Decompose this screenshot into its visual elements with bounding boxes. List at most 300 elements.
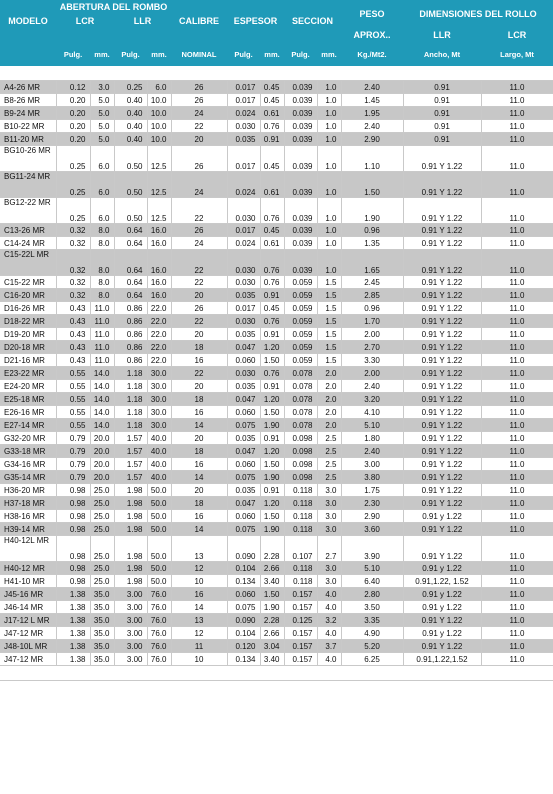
ancho-cell: 0.91 Y 1.22 (403, 484, 481, 497)
llr-pulg-cell: 0.86 (114, 328, 147, 341)
lcr-pulg-cell: 0.25 (56, 198, 90, 224)
llr-pulg-cell: 1.98 (114, 575, 147, 588)
lcr-pulg-cell: 0.43 (56, 328, 90, 341)
calibre-cell: 22 (171, 276, 227, 289)
espesor-mm-cell: 0.91 (260, 432, 284, 445)
peso-cell: 4.10 (341, 406, 403, 419)
ancho-cell: 0.91 (403, 107, 481, 120)
seccion-pulg-cell: 0.078 (284, 380, 317, 393)
peso-cell: 6.40 (341, 575, 403, 588)
seccion-pulg-cell: 0.039 (284, 198, 317, 224)
header-calibre: CALIBRE (171, 14, 227, 28)
espesor-pulg-cell: 0.035 (227, 133, 260, 146)
espesor-mm-cell: 0.76 (260, 120, 284, 133)
lcr-pulg-cell: 0.20 (56, 133, 90, 146)
calibre-cell: 26 (171, 224, 227, 237)
espesor-pulg-cell: 0.134 (227, 653, 260, 666)
llr-mm-cell: 22.0 (147, 328, 171, 341)
seccion-mm-cell: 2.5 (317, 432, 341, 445)
espesor-mm-cell: 0.61 (260, 107, 284, 120)
seccion-mm-cell: 1.5 (317, 341, 341, 354)
peso-cell: 3.60 (341, 523, 403, 536)
header-dim-lcr: LCR (481, 28, 553, 42)
table-row (0, 484, 553, 497)
peso-cell: 2.00 (341, 328, 403, 341)
calibre-cell: 22 (171, 120, 227, 133)
seccion-mm-cell: 1.0 (317, 237, 341, 250)
seccion-mm-cell: 2.0 (317, 406, 341, 419)
lcr-mm-cell: 14.0 (90, 367, 114, 380)
largo-cell: 11.0 (481, 614, 553, 627)
seccion-pulg-cell: 0.078 (284, 419, 317, 432)
calibre-cell: 18 (171, 393, 227, 406)
lcr-pulg-cell: 0.32 (56, 289, 90, 302)
peso-cell: 6.25 (341, 653, 403, 666)
header-espesor: ESPESOR (227, 14, 284, 28)
seccion-pulg-cell: 0.039 (284, 94, 317, 107)
table-row (0, 81, 553, 94)
lcr-mm-cell: 8.0 (90, 224, 114, 237)
espesor-mm-cell: 3.04 (260, 640, 284, 653)
llr-mm-cell: 6.0 (147, 81, 171, 94)
table-row (0, 224, 553, 237)
model-cell: J45-16 MR (0, 588, 56, 601)
model-cell: H41-10 MR (0, 575, 56, 588)
largo-cell: 11.0 (481, 237, 553, 250)
ancho-cell: 0.91 Y 1.22 (403, 640, 481, 653)
lcr-mm-cell: 5.0 (90, 120, 114, 133)
llr-pulg-cell: 0.50 (114, 172, 147, 198)
model-cell: D18-22 MR (0, 315, 56, 328)
espesor-mm-cell: 1.20 (260, 445, 284, 458)
table-row (0, 562, 553, 575)
seccion-pulg-cell: 0.098 (284, 445, 317, 458)
espesor-pulg-cell: 0.024 (227, 107, 260, 120)
peso-cell: 1.70 (341, 315, 403, 328)
model-cell: G33-18 MR (0, 445, 56, 458)
seccion-pulg-cell: 0.059 (284, 289, 317, 302)
calibre-cell: 16 (171, 406, 227, 419)
calibre-cell: 20 (171, 380, 227, 393)
calibre-cell: 10 (171, 653, 227, 666)
lcr-mm-cell: 25.0 (90, 484, 114, 497)
llr-mm-cell: 76.0 (147, 640, 171, 653)
largo-cell: 11.0 (481, 406, 553, 419)
lcr-pulg-cell: 0.32 (56, 250, 90, 276)
lcr-mm-cell: 8.0 (90, 276, 114, 289)
ancho-cell: 0.91 y 1.22 (403, 601, 481, 614)
espesor-mm-cell: 0.76 (260, 315, 284, 328)
llr-pulg-cell: 3.00 (114, 601, 147, 614)
lcr-mm-cell: 8.0 (90, 237, 114, 250)
llr-pulg-cell: 0.40 (114, 120, 147, 133)
lcr-mm-cell: 14.0 (90, 393, 114, 406)
peso-cell: 2.80 (341, 588, 403, 601)
espesor-mm-cell: 1.50 (260, 406, 284, 419)
header-mm: mm. (317, 42, 341, 66)
llr-mm-cell: 30.0 (147, 393, 171, 406)
calibre-cell: 26 (171, 81, 227, 94)
calibre-cell: 16 (171, 588, 227, 601)
seccion-mm-cell: 1.5 (317, 302, 341, 315)
llr-mm-cell: 76.0 (147, 614, 171, 627)
espesor-pulg-cell: 0.134 (227, 575, 260, 588)
llr-mm-cell: 50.0 (147, 510, 171, 523)
header-ancho: Ancho, Mt (403, 42, 481, 66)
seccion-mm-cell: 1.0 (317, 94, 341, 107)
peso-cell: 2.90 (341, 133, 403, 146)
seccion-mm-cell: 2.0 (317, 393, 341, 406)
model-cell: J17-12 L MR (0, 614, 56, 627)
ancho-cell: 0.91 Y 1.22 (403, 250, 481, 276)
seccion-pulg-cell: 0.078 (284, 393, 317, 406)
llr-mm-cell: 22.0 (147, 302, 171, 315)
seccion-pulg-cell: 0.157 (284, 640, 317, 653)
model-cell: G35-14 MR (0, 471, 56, 484)
seccion-mm-cell: 1.0 (317, 250, 341, 276)
seccion-mm-cell: 2.0 (317, 367, 341, 380)
espesor-pulg-cell: 0.030 (227, 276, 260, 289)
llr-pulg-cell: 0.86 (114, 341, 147, 354)
seccion-mm-cell: 2.7 (317, 536, 341, 562)
lcr-pulg-cell: 0.25 (56, 172, 90, 198)
lcr-mm-cell: 25.0 (90, 523, 114, 536)
peso-cell: 2.85 (341, 289, 403, 302)
llr-mm-cell: 30.0 (147, 406, 171, 419)
llr-mm-cell: 22.0 (147, 315, 171, 328)
llr-pulg-cell: 1.98 (114, 484, 147, 497)
llr-pulg-cell: 0.86 (114, 302, 147, 315)
lcr-pulg-cell: 0.55 (56, 367, 90, 380)
peso-cell: 2.30 (341, 497, 403, 510)
llr-pulg-cell: 1.18 (114, 393, 147, 406)
peso-cell: 2.70 (341, 341, 403, 354)
llr-pulg-cell: 0.64 (114, 250, 147, 276)
model-cell: H40-12L MR (0, 536, 56, 562)
largo-cell: 11.0 (481, 575, 553, 588)
lcr-mm-cell: 11.0 (90, 354, 114, 367)
lcr-mm-cell: 11.0 (90, 315, 114, 328)
lcr-pulg-cell: 0.98 (56, 562, 90, 575)
table-row (0, 302, 553, 315)
seccion-pulg-cell: 0.098 (284, 471, 317, 484)
largo-cell: 11.0 (481, 120, 553, 133)
lcr-mm-cell: 35.0 (90, 601, 114, 614)
largo-cell: 11.0 (481, 562, 553, 575)
lcr-mm-cell: 35.0 (90, 653, 114, 666)
header-kgmt: Kg./Mt2. (341, 42, 403, 66)
llr-pulg-cell: 0.64 (114, 276, 147, 289)
seccion-mm-cell: 3.7 (317, 640, 341, 653)
espesor-pulg-cell: 0.017 (227, 302, 260, 315)
espesor-mm-cell: 2.66 (260, 562, 284, 575)
table-row (0, 328, 553, 341)
table-row (0, 289, 553, 302)
calibre-cell: 26 (171, 302, 227, 315)
model-cell: B9-24 MR (0, 107, 56, 120)
peso-cell: 3.30 (341, 354, 403, 367)
seccion-mm-cell: 1.0 (317, 198, 341, 224)
seccion-pulg-cell: 0.059 (284, 315, 317, 328)
llr-pulg-cell: 0.40 (114, 94, 147, 107)
llr-mm-cell: 40.0 (147, 458, 171, 471)
lcr-pulg-cell: 0.32 (56, 224, 90, 237)
seccion-pulg-cell: 0.118 (284, 510, 317, 523)
largo-cell: 11.0 (481, 276, 553, 289)
header-mm: mm. (260, 42, 284, 66)
table-row (0, 354, 553, 367)
header-largo: Largo, Mt (481, 42, 553, 66)
table-row (0, 614, 553, 627)
calibre-cell: 22 (171, 315, 227, 328)
largo-cell: 11.0 (481, 107, 553, 120)
lcr-mm-cell: 6.0 (90, 172, 114, 198)
lcr-pulg-cell: 0.12 (56, 81, 90, 94)
lcr-pulg-cell: 0.55 (56, 419, 90, 432)
table-row (0, 445, 553, 458)
largo-cell: 11.0 (481, 198, 553, 224)
header-pulg: Pulg. (284, 42, 317, 66)
peso-cell: 2.45 (341, 276, 403, 289)
llr-pulg-cell: 1.57 (114, 471, 147, 484)
llr-mm-cell: 50.0 (147, 523, 171, 536)
model-cell: C15-22 MR (0, 276, 56, 289)
llr-mm-cell: 50.0 (147, 536, 171, 562)
seccion-mm-cell: 1.0 (317, 146, 341, 172)
table-row (0, 341, 553, 354)
espesor-pulg-cell: 0.035 (227, 380, 260, 393)
llr-pulg-cell: 3.00 (114, 614, 147, 627)
espesor-mm-cell: 0.91 (260, 484, 284, 497)
lcr-pulg-cell: 0.98 (56, 510, 90, 523)
llr-pulg-cell: 1.57 (114, 432, 147, 445)
llr-mm-cell: 40.0 (147, 471, 171, 484)
espesor-mm-cell: 1.50 (260, 588, 284, 601)
llr-mm-cell: 50.0 (147, 484, 171, 497)
lcr-pulg-cell: 0.20 (56, 120, 90, 133)
peso-cell: 3.00 (341, 458, 403, 471)
header-dimensiones: DIMENSIONES DEL ROLLO (403, 0, 553, 28)
espesor-pulg-cell: 0.024 (227, 172, 260, 198)
lcr-pulg-cell: 0.79 (56, 445, 90, 458)
lcr-pulg-cell: 1.38 (56, 588, 90, 601)
calibre-cell: 16 (171, 458, 227, 471)
ancho-cell: 0.91 y 1.22 (403, 510, 481, 523)
peso-cell: 1.65 (341, 250, 403, 276)
seccion-mm-cell: 3.0 (317, 497, 341, 510)
espesor-pulg-cell: 0.060 (227, 354, 260, 367)
lcr-pulg-cell: 0.43 (56, 315, 90, 328)
calibre-cell: 14 (171, 471, 227, 484)
lcr-mm-cell: 20.0 (90, 471, 114, 484)
table-row (0, 94, 553, 107)
table-row (0, 536, 553, 562)
lcr-pulg-cell: 0.20 (56, 107, 90, 120)
lcr-mm-cell: 35.0 (90, 627, 114, 640)
peso-cell: 1.10 (341, 146, 403, 172)
llr-pulg-cell: 1.18 (114, 406, 147, 419)
seccion-pulg-cell: 0.078 (284, 367, 317, 380)
seccion-mm-cell: 3.0 (317, 523, 341, 536)
table-row (0, 107, 553, 120)
lcr-pulg-cell: 0.55 (56, 393, 90, 406)
llr-pulg-cell: 1.98 (114, 510, 147, 523)
ancho-cell: 0.91 Y 1.22 (403, 146, 481, 172)
seccion-mm-cell: 2.5 (317, 471, 341, 484)
header-peso: PESO (341, 0, 403, 28)
espesor-pulg-cell: 0.030 (227, 250, 260, 276)
espesor-pulg-cell: 0.075 (227, 471, 260, 484)
peso-cell: 2.40 (341, 81, 403, 94)
calibre-cell: 20 (171, 484, 227, 497)
ancho-cell: 0.91 y 1.22 (403, 627, 481, 640)
ancho-cell: 0.91 Y 1.22 (403, 432, 481, 445)
lcr-pulg-cell: 0.79 (56, 458, 90, 471)
seccion-pulg-cell: 0.039 (284, 250, 317, 276)
ancho-cell: 0.91 Y 1.22 (403, 315, 481, 328)
lcr-pulg-cell: 0.98 (56, 523, 90, 536)
lcr-pulg-cell: 1.38 (56, 601, 90, 614)
ancho-cell: 0.91 Y 1.22 (403, 471, 481, 484)
ancho-cell: 0.91 Y 1.22 (403, 419, 481, 432)
espesor-mm-cell: 1.50 (260, 354, 284, 367)
lcr-pulg-cell: 0.20 (56, 94, 90, 107)
llr-mm-cell: 22.0 (147, 354, 171, 367)
seccion-pulg-cell: 0.059 (284, 276, 317, 289)
header-llr: LLR (114, 14, 171, 28)
largo-cell: 11.0 (481, 432, 553, 445)
largo-cell: 11.0 (481, 588, 553, 601)
largo-cell: 11.0 (481, 341, 553, 354)
largo-cell: 11.0 (481, 224, 553, 237)
llr-mm-cell: 50.0 (147, 497, 171, 510)
espesor-pulg-cell: 0.047 (227, 445, 260, 458)
llr-mm-cell: 22.0 (147, 341, 171, 354)
seccion-pulg-cell: 0.039 (284, 120, 317, 133)
calibre-cell: 20 (171, 432, 227, 445)
llr-pulg-cell: 3.00 (114, 588, 147, 601)
llr-mm-cell: 30.0 (147, 419, 171, 432)
ancho-cell: 0.91 Y 1.22 (403, 172, 481, 198)
model-cell: C15-22L MR (0, 250, 56, 276)
llr-pulg-cell: 1.98 (114, 523, 147, 536)
ancho-cell: 0.91 (403, 133, 481, 146)
seccion-mm-cell: 1.5 (317, 289, 341, 302)
espesor-pulg-cell: 0.047 (227, 341, 260, 354)
largo-cell: 11.0 (481, 497, 553, 510)
llr-pulg-cell: 0.50 (114, 146, 147, 172)
llr-mm-cell: 10.0 (147, 107, 171, 120)
peso-cell: 3.50 (341, 601, 403, 614)
llr-mm-cell: 10.0 (147, 133, 171, 146)
espesor-mm-cell: 0.76 (260, 250, 284, 276)
llr-mm-cell: 10.0 (147, 94, 171, 107)
calibre-cell: 26 (171, 94, 227, 107)
lcr-mm-cell: 35.0 (90, 588, 114, 601)
espesor-mm-cell: 1.90 (260, 471, 284, 484)
largo-cell: 11.0 (481, 640, 553, 653)
espesor-mm-cell: 0.61 (260, 237, 284, 250)
espesor-mm-cell: 0.76 (260, 198, 284, 224)
llr-mm-cell: 16.0 (147, 289, 171, 302)
calibre-cell: 20 (171, 133, 227, 146)
seccion-pulg-cell: 0.118 (284, 523, 317, 536)
ancho-cell: 0.91 Y 1.22 (403, 198, 481, 224)
model-cell: J48-10L MR (0, 640, 56, 653)
espesor-pulg-cell: 0.075 (227, 419, 260, 432)
header-aprox: APROX.. (341, 28, 403, 42)
seccion-pulg-cell: 0.157 (284, 627, 317, 640)
llr-mm-cell: 16.0 (147, 250, 171, 276)
calibre-cell: 14 (171, 601, 227, 614)
lcr-mm-cell: 25.0 (90, 536, 114, 562)
calibre-cell: 13 (171, 536, 227, 562)
table-footer-spacer (0, 666, 553, 681)
seccion-pulg-cell: 0.098 (284, 458, 317, 471)
llr-pulg-cell: 1.98 (114, 562, 147, 575)
largo-cell: 11.0 (481, 601, 553, 614)
model-cell: BG12-22 MR (0, 198, 56, 224)
table-row (0, 250, 553, 276)
calibre-cell: 14 (171, 419, 227, 432)
largo-cell: 11.0 (481, 328, 553, 341)
espesor-mm-cell: 2.28 (260, 614, 284, 627)
lcr-mm-cell: 6.0 (90, 198, 114, 224)
llr-mm-cell: 30.0 (147, 367, 171, 380)
header-abertura: ABERTURA DEL ROMBO (56, 0, 171, 14)
seccion-mm-cell: 1.0 (317, 81, 341, 94)
seccion-pulg-cell: 0.039 (284, 237, 317, 250)
espesor-pulg-cell: 0.120 (227, 640, 260, 653)
table-row (0, 640, 553, 653)
lcr-mm-cell: 11.0 (90, 341, 114, 354)
seccion-mm-cell: 4.0 (317, 627, 341, 640)
header-dim-llr: LLR (403, 28, 481, 42)
seccion-mm-cell: 1.0 (317, 224, 341, 237)
llr-mm-cell: 50.0 (147, 575, 171, 588)
espesor-pulg-cell: 0.075 (227, 523, 260, 536)
header-pulg: Pulg. (227, 42, 260, 66)
llr-mm-cell: 76.0 (147, 627, 171, 640)
model-cell: C13-26 MR (0, 224, 56, 237)
espesor-mm-cell: 0.91 (260, 328, 284, 341)
ancho-cell: 0.91 Y 1.22 (403, 393, 481, 406)
calibre-cell: 18 (171, 497, 227, 510)
calibre-cell: 11 (171, 640, 227, 653)
table-body (0, 66, 553, 681)
lcr-mm-cell: 20.0 (90, 445, 114, 458)
ancho-cell: 0.91 (403, 81, 481, 94)
model-cell: H37-18 MR (0, 497, 56, 510)
calibre-cell: 18 (171, 341, 227, 354)
espesor-mm-cell: 1.20 (260, 393, 284, 406)
table-row (0, 393, 553, 406)
table-row (0, 432, 553, 445)
llr-pulg-cell: 1.57 (114, 458, 147, 471)
espesor-pulg-cell: 0.017 (227, 224, 260, 237)
seccion-mm-cell: 1.5 (317, 276, 341, 289)
ancho-cell: 0.91 Y 1.22 (403, 536, 481, 562)
llr-pulg-cell: 0.40 (114, 133, 147, 146)
header-modelo: MODELO (0, 14, 56, 28)
espesor-pulg-cell: 0.090 (227, 614, 260, 627)
espesor-pulg-cell: 0.104 (227, 562, 260, 575)
calibre-cell: 14 (171, 523, 227, 536)
header-pulg: Pulg. (114, 42, 147, 66)
ancho-cell: 0.91 Y 1.22 (403, 289, 481, 302)
ancho-cell: 0.91 Y 1.22 (403, 445, 481, 458)
ancho-cell: 0.91 Y 1.22 (403, 380, 481, 393)
